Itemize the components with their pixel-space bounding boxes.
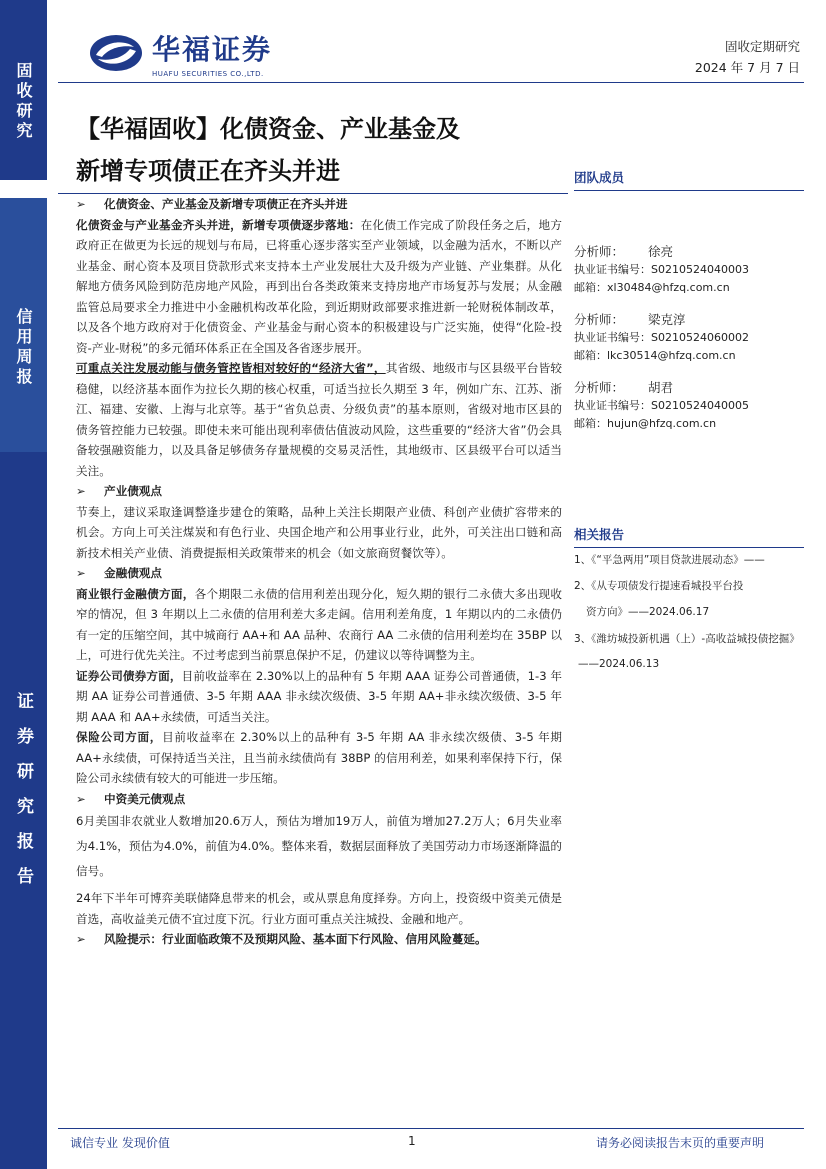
sidebar-top bbox=[0, 0, 47, 180]
section-heading: ➢ 中资美元债观点 bbox=[76, 791, 186, 806]
analyst-email[interactable]: xl30484@hfzq.com.cn bbox=[607, 281, 730, 294]
footer-slogan: 诚信专业 发现价值 bbox=[70, 1136, 170, 1150]
sidebar-middle-label: 信用周报 bbox=[14, 308, 33, 388]
analyst-role: 分析师： bbox=[574, 380, 625, 395]
analyst-email[interactable]: hujun@hfzq.com.cn bbox=[607, 417, 717, 430]
paragraph: 保险公司方面，目前收益率在 2.30%以上的品种有 3-5 年期 AA 非永续次级债、3-5 年期 AA+永续债，可保持适当关注，且当前永续债尚有 38BP 的信用利差，如果利率保持下行，保险公司永续债有较大的可能进一步压缩。 bbox=[76, 730, 562, 785]
paragraph: 24年下半年可博弈美联储降息带来的机会，或从票息角度择券。方向上，投资级中资美元债是首选，高收益美元债不宜过度下沉。行业方面可重点关注城投、金融和地产。 bbox=[76, 891, 562, 926]
analyst-role: 分析师： bbox=[574, 312, 625, 327]
section-heading: ➢ 化债资金、产业基金及新增专项债正在齐头并进 bbox=[76, 197, 348, 211]
section-heading: ➢ 风险提示：行业面临政策不及预期风险、基本面下行风险、信用风险蔓延。 bbox=[76, 932, 487, 946]
paragraph: 节奏上，建议采取逢调整逢步建仓的策略，品种上关注长期限产业债、科创产业债扩容带来的机会。方向上可关注煤炭和有色行业、央国企地产和公用事业行业，此外，可关注出口链和高新技术相关产业债、消费提振相关政策带来的机会（如文旅商贸餐饮等）。 bbox=[76, 504, 562, 560]
right-column bbox=[574, 168, 804, 675]
title-line-2: 新增专项债正在齐头并进 bbox=[76, 156, 340, 185]
related-report-item[interactable]: 3、《潍坊城投新机遇（上）-高收益城投债挖掘》 bbox=[574, 633, 800, 645]
analyst-cert: S0210524040005 bbox=[651, 399, 749, 412]
title-line-1: 【华福固收】化债资金、产业基金及 bbox=[76, 114, 460, 143]
analyst-card: 分析师： 胡君 执业证书编号：S0210524040005 邮箱：hujun@hfzq.com.cn bbox=[574, 380, 749, 430]
analyst-name: 徐亮 bbox=[648, 244, 674, 259]
related-report-item[interactable]: 2、《从专项债发行提速看城投平台投 bbox=[574, 580, 744, 592]
company-logo bbox=[88, 28, 272, 78]
analyst-name: 胡君 bbox=[648, 380, 674, 395]
analyst-role: 分析师： bbox=[574, 244, 625, 259]
analyst-email[interactable]: lkc30514@hfzq.com.cn bbox=[607, 349, 736, 362]
section-heading: ➢ 产业债观点 bbox=[76, 484, 162, 498]
related-report-item[interactable]: 1、《“平急两用”项目贷款进展动态》—— bbox=[574, 554, 765, 566]
analyst-cert: S0210524060002 bbox=[651, 331, 749, 344]
header-meta bbox=[695, 36, 800, 78]
team-title: 团队成员 bbox=[574, 168, 804, 191]
sidebar-bottom bbox=[0, 452, 47, 1169]
report-category: 固收定期研究 bbox=[724, 39, 800, 54]
page-number: 1 bbox=[408, 1134, 416, 1148]
related-report-item: ——2024.06.13 bbox=[578, 658, 660, 670]
footer-disclaimer: 请务必阅读报告末页的重要声明 bbox=[595, 1136, 764, 1150]
related-reports bbox=[574, 550, 804, 675]
report-date: 2024 年 7 月 7 日 bbox=[694, 60, 800, 75]
section-heading: ➢ 金融债观点 bbox=[76, 566, 162, 580]
logo-en-text: HUAFU SECURITIES CO.,LTD. bbox=[152, 70, 264, 78]
related-report-item: 资方向》——2024.06.17 bbox=[586, 606, 710, 618]
analyst-card: 分析师： 梁克淳 执业证书编号：S0210524060002 邮箱：lkc30514@hfzq.com.cn bbox=[574, 312, 749, 362]
paragraph: 可重点关注发展动能与债务管控皆相对较好的“经济大省”，其省级、地级市与区县级平台皆较稳健，以经济基本面作为拉长久期的核心权重，可适当拉长久期至 3 年，例如广东、江苏、浙江、福建、安徽、上海与北京等。基于“省负总责、分级负责”的基本原则，省级对地市区县的债务管控能力已较强。即使未来可能出现利率债估值波动风险，这些重要的“经济大省”仍会具备较强融资能力，以及具备足够债务存量规模的交易灵活性，其地级市、区县级平台可以适当关注。 bbox=[76, 361, 562, 478]
main-content bbox=[76, 194, 562, 950]
analyst-card: 分析师： 徐亮 执业证书编号：S0210524040003 邮箱：xl30484@hfzq.com.cn bbox=[574, 244, 749, 294]
sidebar-middle bbox=[0, 198, 47, 452]
huafu-logo-icon bbox=[88, 33, 144, 73]
paragraph: 商业银行金融债方面，各个期限二永债的信用利差出现分化，短久期的银行二永债大多出现收窄的情况，但 3 年期以上二永债的信用利差大多走阔。信用利差角度，1 年期以内的二永债仍有一定的压缩空间，其中城商行 AA+和 AA 品种、农商行 AA 二永债的信用利差均在 35BP 以上，可进行优先关注。不过考虑到当前票息保护不足，仍建议以等待调整为主。 bbox=[76, 586, 562, 662]
page-title bbox=[76, 108, 556, 192]
logo-cn-text: 华福证券 bbox=[152, 33, 273, 66]
paragraph: 6月美国非农就业人数增加20.6万人，预估为增加19万人，前值为增加27.2万人；6月失业率为4.1%，预估为4.0%，前值为4.0%。整体来看，数据层面释放了美国劳动力市场逐渐降温的信号。 bbox=[76, 814, 562, 878]
analyst-name: 梁克淳 bbox=[648, 312, 686, 327]
analyst-cert: S0210524040003 bbox=[651, 263, 749, 276]
related-title: 相关报告 bbox=[574, 525, 804, 548]
sidebar-top-label: 固收研究 bbox=[14, 62, 33, 142]
paragraph: 化债资金与产业基金齐头并进，新增专项债逐步落地：在化债工作完成了阶段任务之后，地方政府正在做更为长远的规划与布局，已将重心逐步落实至产业领域，以金融为活水，不断以产业基金、耐心资本及项目贷款形式来支持本土产业发展壮大及升级为产业链、产业集群。从化解地方债务风险到防范房地产风险，再到出台各类政策来支持房地产市场复苏与发展；从金融监管总局要求全力推进中小金融机构改革化险，到近期财政部要求推进新一轮财税体制改革，以及各个地方政府对于化债资金、产业基金与耐心资本的积极建设与广泛实施，使得“化险-投资-产业-财税”的多元循环体系正在全国及各省逐步展开。 bbox=[76, 217, 562, 355]
footer-divider bbox=[58, 1128, 804, 1129]
header-divider bbox=[58, 82, 804, 83]
sidebar-bottom-label: 证券研究报告 bbox=[13, 692, 33, 902]
paragraph: 证券公司债券方面，目前收益率在 2.30%以上的品种有 5 年期 AAA 证券公司普通债，1-3 年期 AA 证券公司普通债、3-5 年期 AAA 非永续次级债、3-5 年期 AA+非永续次级债、3-5 年期 AAA 和 AA+永续债，可适当关注。 bbox=[76, 668, 562, 724]
